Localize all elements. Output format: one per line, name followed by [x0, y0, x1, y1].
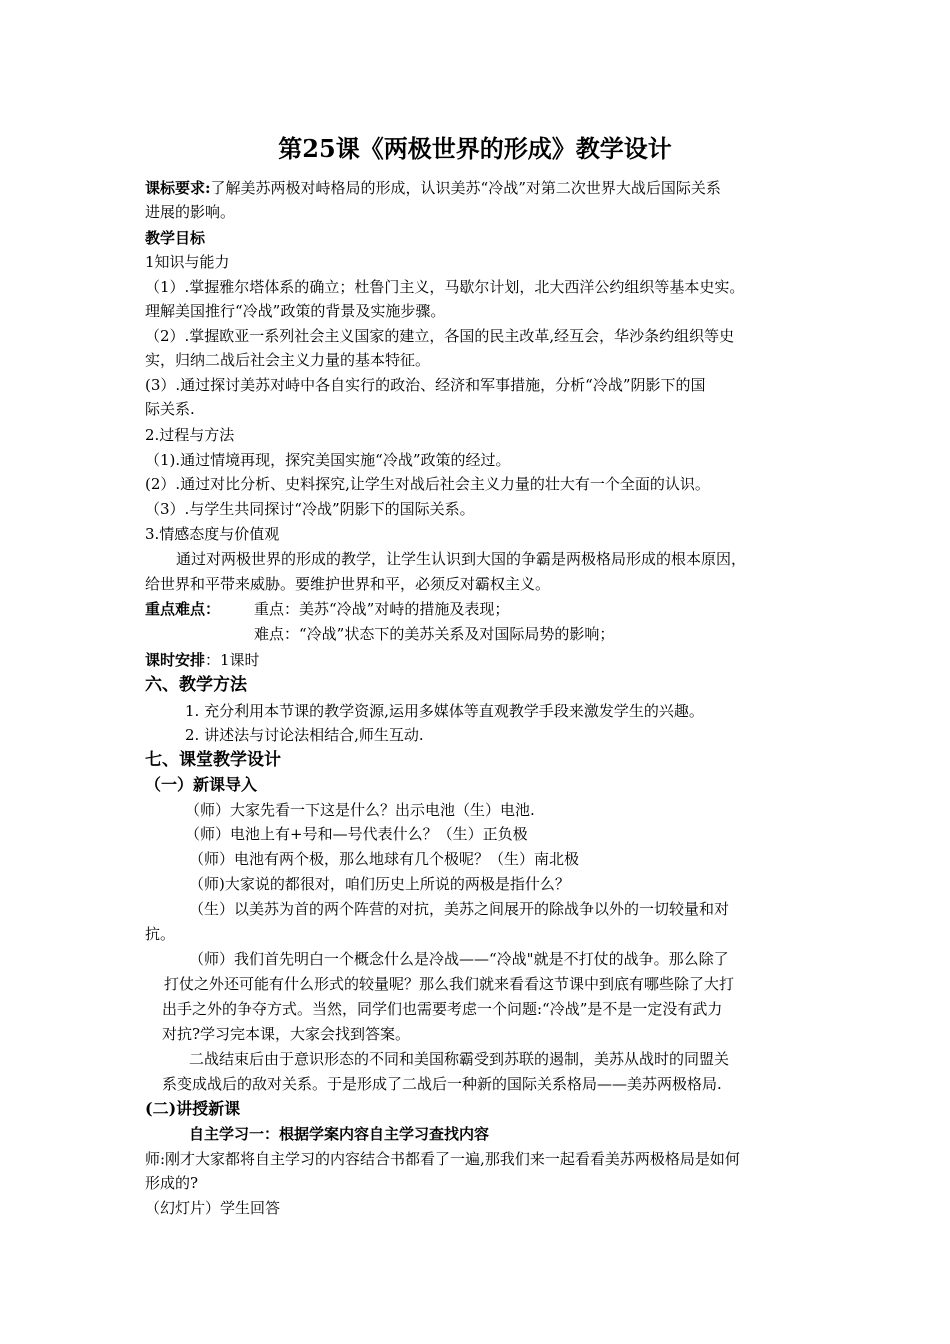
dialogue-line-6-cont-2: 出手之外的争夺方式。当然，同学们也需要考虑一个问题:“冷战”是不是一定没有武力	[162, 1000, 723, 1018]
curriculum-requirement-text-cont: 进展的影响。	[145, 203, 236, 221]
self-study-heading: 自主学习一：根据学案内容自主学习查找内容	[189, 1125, 490, 1143]
goal-section-knowledge-title: 1知识与能力	[145, 253, 230, 271]
teacher-question: 师:刚才大家都将自主学习的内容结合书都看了一遍,那我们来一起看看美苏两极格局是如何	[145, 1150, 740, 1168]
goal-process-item-1: （1).通过情境再现，探究美国实施“冷战”政策的经过。	[145, 451, 511, 469]
goal-knowledge-item-1-cont: 理解美国推行“冷战”政策的背景及实施步骤。	[145, 302, 446, 320]
teaching-method-2: 2. 讲述法与讨论法相结合,师生互动.	[185, 726, 424, 744]
goal-values-paragraph-cont: 给世界和平带来威胁。要维护世界和平，必须反对霸权主义。	[145, 575, 551, 593]
class-time-label: 课时安排	[145, 651, 206, 669]
class-time-value: ：1课时	[205, 651, 260, 669]
teaching-method-1: 1. 充分利用本节课的教学资源,运用多媒体等直观教学手段来激发学生的兴趣。	[185, 702, 704, 720]
dialogue-line-6-cont-3: 对抗?学习完本课，大家会找到答案。	[162, 1025, 411, 1043]
teaching-goals-heading: 教学目标	[145, 229, 206, 247]
goal-process-item-2: (2）.通过对比分析、史料探究,让学生对战后社会主义力量的壮大有一个全面的认识。	[145, 475, 710, 493]
goal-knowledge-item-3: (3）.通过探讨美苏对峙中各自实行的政治、经济和军事措施，分析“冷战”阴影下的国	[145, 376, 706, 394]
goal-knowledge-item-1: （1）.掌握雅尔塔体系的确立；杜鲁门主义，马歇尔计划，北大西洋公约组织等基本史实。	[145, 278, 745, 296]
intro-subheading: （一）新课导入	[145, 775, 258, 794]
teaching-methods-heading: 六、教学方法	[145, 675, 247, 695]
dialogue-line-6-cont-1: 打仗之外还可能有什么形式的较量呢？那么我们就来看看这节课中到底有哪些除了大打	[164, 975, 735, 993]
background-paragraph: 二战结束后由于意识形态的不同和美国称霸受到苏联的遏制，美苏从战时的同盟关	[189, 1050, 730, 1068]
dialogue-line-5-cont: 抗。	[145, 925, 176, 943]
goal-knowledge-item-3-cont: 际关系.	[145, 400, 195, 418]
difficulty-text: 难点：“冷战”状态下的美苏关系及对国际局势的影响；	[254, 625, 615, 643]
dialogue-line-2: （师）电池上有+号和—号代表什么？（生）正负极	[185, 825, 528, 843]
goal-knowledge-item-2: （2）.掌握欧亚一系列社会主义国家的建立，各国的民主改革,经互会，华沙条约组织等史	[145, 327, 735, 345]
curriculum-requirement-label: 课标要求:	[145, 179, 211, 197]
dialogue-line-3: （师）电池有两个极，那么地球有几个极呢？（生）南北极	[189, 850, 580, 868]
goal-knowledge-item-2-cont: 实，归纳二战后社会主义力量的基本特征。	[145, 351, 431, 369]
goal-process-item-3: （3）.与学生共同探讨“冷战”阴影下的国际关系。	[145, 500, 475, 518]
background-paragraph-cont: 系变成战后的敌对关系。于是形成了二战后一种新的国际关系格局——美苏两极格局.	[162, 1075, 722, 1093]
teacher-question-cont: 形成的?	[145, 1174, 199, 1192]
goal-values-paragraph: 通过对两极世界的形成的教学，让学生认识到大国的争霸是两极格局形成的根本原因，	[176, 550, 747, 568]
dialogue-line-5: （生）以美苏为首的两个阵营的对抗，美苏之间展开的除战争以外的一切较量和对	[189, 900, 730, 918]
curriculum-requirement-text: 了解美苏两极对峙格局的形成，认识美苏“冷战”对第二次世界大战后国际关系	[210, 179, 721, 197]
key-point-text: 重点：美苏“冷战”对峙的措施及表现；	[254, 600, 510, 618]
class-time-line	[145, 648, 260, 672]
dialogue-line-4: （师)大家说的都很对，咱们历史上所说的两极是指什么？	[189, 875, 570, 893]
new-lesson-subheading: (二)讲授新课	[145, 1099, 241, 1118]
slide-answer-line: （幻灯片）学生回答	[145, 1199, 281, 1217]
curriculum-requirement-line	[145, 176, 721, 200]
dialogue-line-6: （师）我们首先明白一个概念什么是冷战——“冷战"就是不打仗的战争。那么除了	[189, 950, 729, 968]
goal-section-process-title: 2.过程与方法	[145, 426, 235, 444]
goal-section-values-title: 3.情感态度与价值观	[145, 525, 280, 543]
dialogue-line-1: （师）大家先看一下这是什么？出示电池（生）电池.	[185, 801, 535, 819]
document-title: 第25课《两极世界的形成》教学设计	[278, 134, 672, 163]
class-design-heading: 七、课堂教学设计	[145, 750, 281, 770]
key-points-label: 重点难点：	[145, 600, 221, 618]
